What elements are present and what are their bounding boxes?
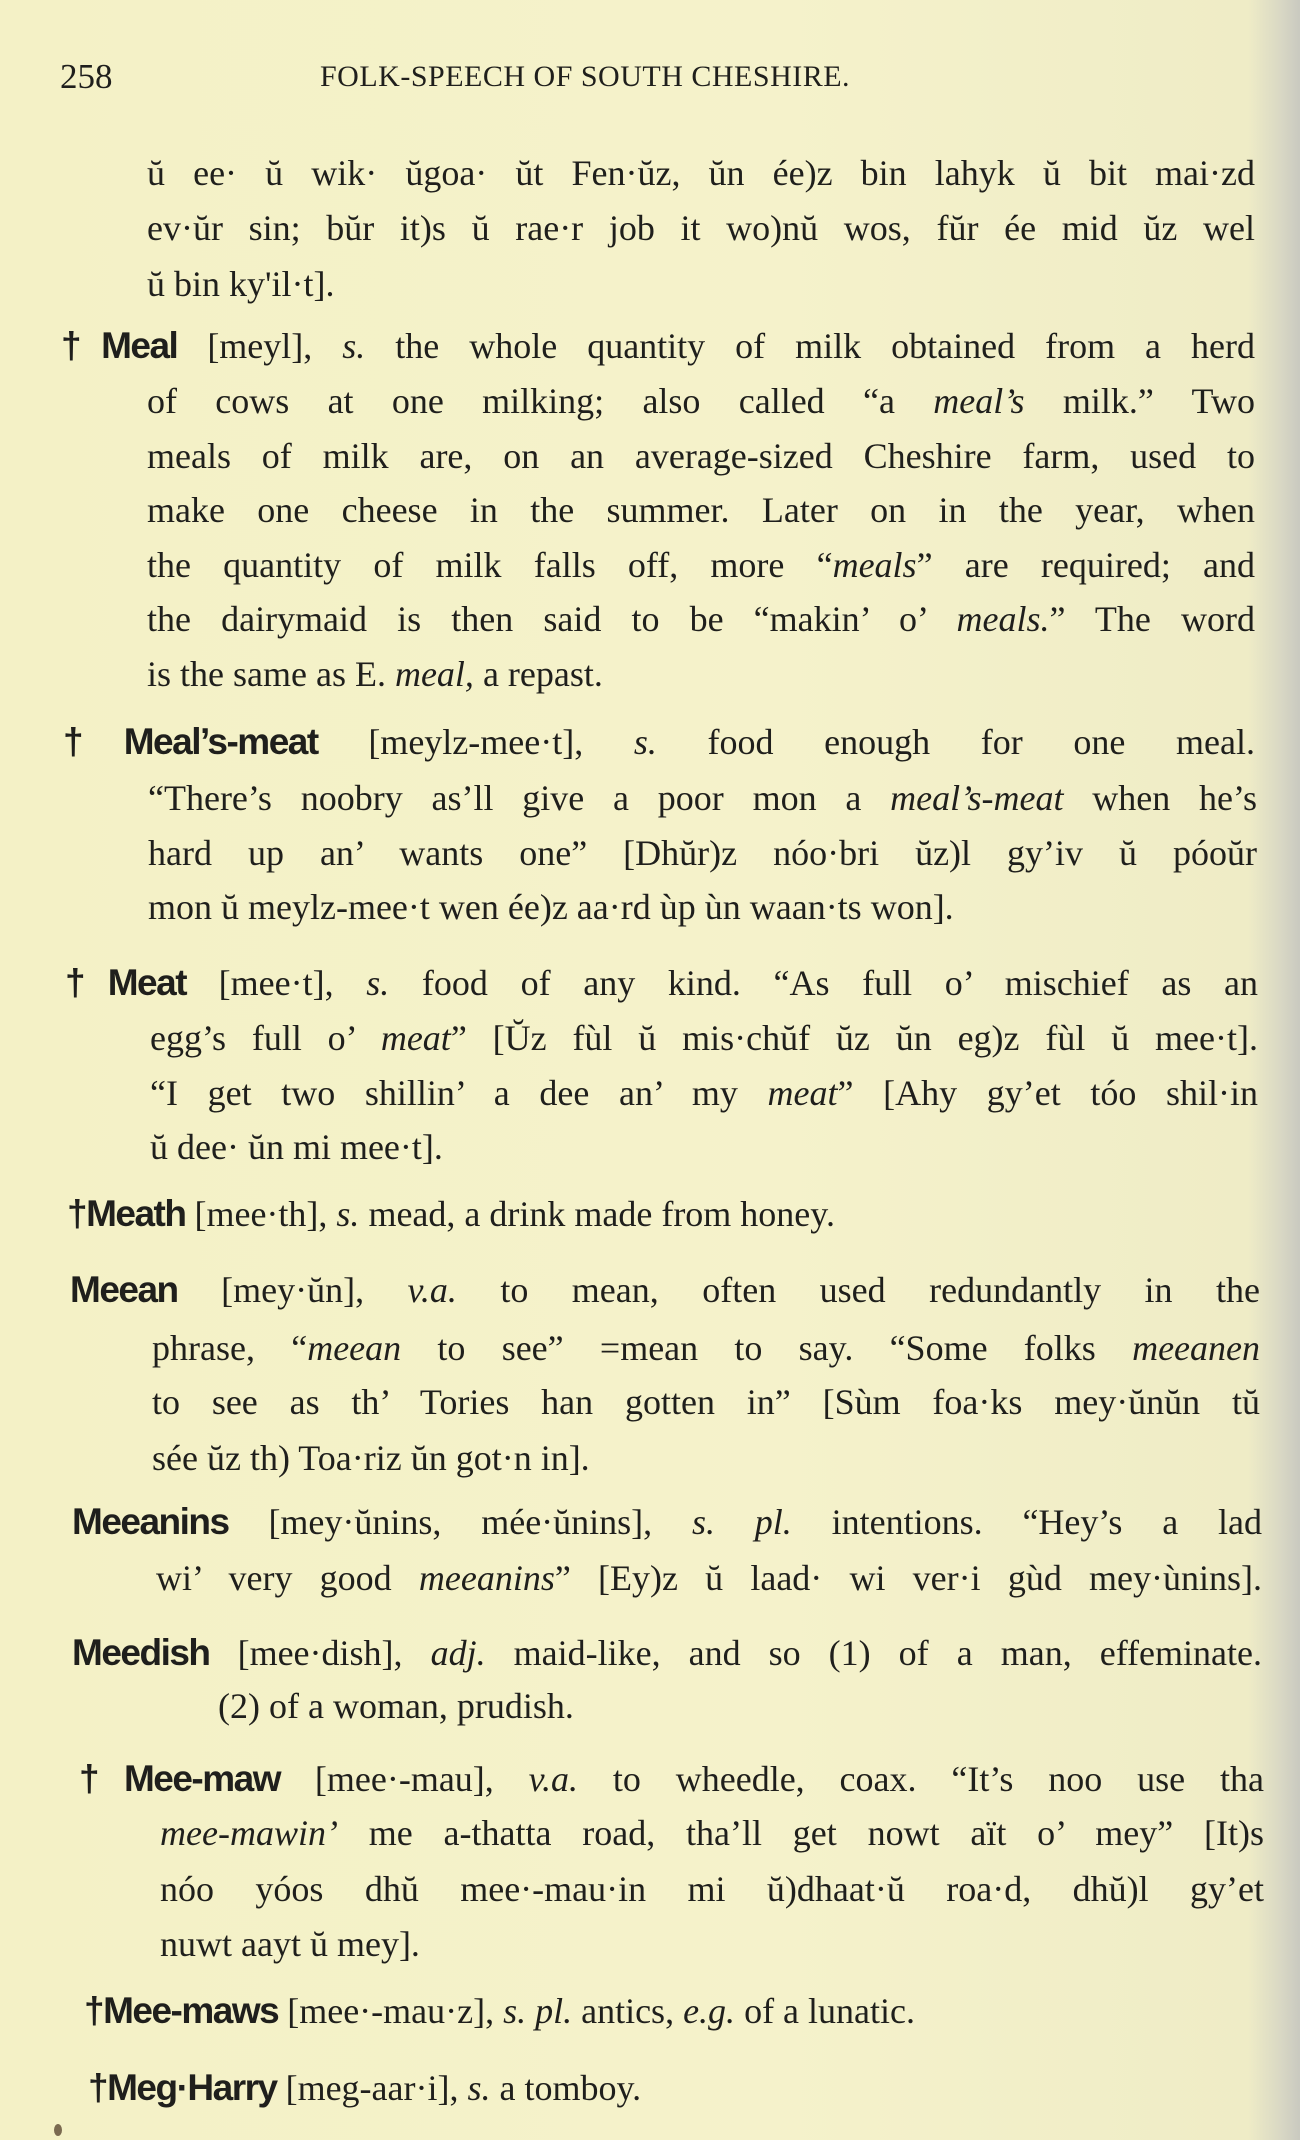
entry-headline (84, 1986, 915, 2036)
text-segment: [mey·ŭnins, mée·ŭnins], (228, 1502, 692, 1542)
italic-text: meeanins (418, 1558, 555, 1598)
text-segment: nuwt aayt ŭ mey]. (160, 1924, 420, 1964)
text-segment: egg’s full o’ (150, 1018, 381, 1058)
italic-text: v.a. (528, 1759, 578, 1799)
text-segment: maid-like, and so (1) of a man, effeminate. (485, 1633, 1262, 1673)
text-line (218, 1681, 574, 1731)
text-segment: is the same as E. (147, 654, 395, 694)
headword: †Meal (61, 325, 178, 366)
text-line (147, 540, 1255, 590)
text-segment: of cows at one milking; also called “a (147, 381, 934, 421)
text-segment: phrase, “ (152, 1328, 308, 1368)
text-segment: mead, a drink made from honey. (359, 1194, 835, 1234)
italic-text: s. (342, 326, 366, 366)
headword: Meean (70, 1269, 178, 1310)
italic-text: meals. (956, 599, 1050, 639)
text-segment: to wheedle, coax. “It’s noo use tha (577, 1759, 1264, 1799)
text-segment: of a lunatic. (735, 1991, 915, 2031)
italic-text: v.a. (407, 1270, 457, 1310)
text-segment: [meyl], (177, 326, 343, 366)
text-line (156, 1553, 1262, 1603)
text-line (150, 1068, 1258, 1118)
italic-text: meat (380, 1018, 451, 1058)
text-segment: when he’s (1063, 778, 1257, 818)
text-segment: “I get two shillin’ a dee an’ my (150, 1073, 768, 1113)
text-segment: to see as th’ Tories han gotten in” [Sùm foa·ks mey·ŭnŭn tŭ (152, 1382, 1260, 1422)
entry-headline (70, 1265, 1260, 1315)
italic-text: s. (467, 2068, 491, 2108)
text-segment: (2) of a woman, prudish. (218, 1686, 574, 1726)
italic-text: mee-mawin’ (160, 1813, 338, 1853)
entry-headline (67, 1189, 835, 1239)
text-segment: “There’s noobry as’ll give a poor mon a (148, 778, 891, 818)
text-segment: ŭ bin ky'il·t]. (147, 264, 335, 304)
entry-headline (79, 1754, 1264, 1804)
text-line (150, 1013, 1258, 1063)
text-line (147, 259, 334, 309)
entry-headline (88, 2063, 641, 2113)
italic-text: s. (336, 1194, 360, 1234)
text-segment: [mee·-mau], (280, 1759, 529, 1799)
text-segment: a repast. (473, 654, 603, 694)
text-segment: intentions. “Hey’s a lad (791, 1502, 1262, 1542)
text-segment: the whole quantity of milk obtained from a herd (365, 326, 1255, 366)
text-segment: milk.” Two (1024, 381, 1255, 421)
italic-text: meal’s (933, 381, 1025, 421)
headword: †Meal’s-meat (63, 721, 318, 762)
text-line (147, 376, 1255, 426)
text-segment: [mey·ŭn], (177, 1270, 408, 1310)
text-segment: the dairymaid is then said to be “makin’ o’ (147, 599, 957, 639)
text-segment: to see” =mean to say. “Some folks (401, 1328, 1133, 1368)
headword: †Mee-maws (84, 1990, 279, 2031)
entry-headline (65, 958, 1258, 1008)
text-line (148, 773, 1257, 823)
text-segment: ” [Ahy gy’et tóo shil·in (837, 1073, 1258, 1113)
text-segment: [mee·th], (185, 1194, 337, 1234)
text-segment: ŭ ee· ŭ wik· ŭgoa· ŭt Fen·ŭz, ŭn ée)z bin lahyk ŭ bit mai·zd (147, 153, 1255, 193)
text-line (147, 485, 1255, 535)
text-segment: [mee·t], (186, 963, 367, 1003)
page-number: 258 (60, 57, 113, 96)
text-segment: [meylz-mee·t], (317, 722, 634, 762)
entry-headline (61, 321, 1255, 371)
text-line (147, 649, 603, 699)
text-line (150, 1122, 443, 1172)
headword: Meedish (72, 1632, 210, 1673)
text-segment: [mee·-mau·z], (278, 1991, 504, 2031)
text-segment: [mee·dish], (209, 1633, 431, 1673)
text-line (147, 203, 1255, 253)
text-segment: ” are required; and (916, 545, 1255, 585)
text-line (152, 1377, 1260, 1427)
text-line (148, 882, 954, 932)
text-segment: ” The word (1049, 599, 1255, 639)
text-line (147, 431, 1255, 481)
ink-spot (54, 2124, 62, 2136)
text-segment: wi’ very good (156, 1558, 419, 1598)
entry-headline (63, 717, 1255, 767)
text-segment: meals of milk are, on an average-sized Cheshire farm, used to (147, 436, 1255, 476)
text-line (160, 1864, 1264, 1914)
text-line (160, 1808, 1264, 1858)
text-segment: make one cheese in the summer. Later on in the year, when (147, 490, 1255, 530)
headword: †Meath (67, 1193, 186, 1234)
text-segment: ev·ŭr sin; bŭr it)s ŭ rae·r job it wo)nŭ wos, fŭr ée mid ŭz wel (147, 208, 1255, 248)
italic-text: e.g. (683, 1991, 736, 2031)
text-segment: food enough for one meal. (656, 722, 1255, 762)
italic-text: meean (307, 1328, 402, 1368)
text-segment: antics, (572, 1991, 684, 2031)
text-line (152, 1433, 590, 1483)
italic-text: adj. (430, 1633, 486, 1673)
text-line (152, 1323, 1260, 1373)
italic-text: s. (633, 722, 657, 762)
headword: †Mee-maw (79, 1758, 281, 1799)
text-segment: nóo yóos dhŭ mee·-mau·in mi ŭ)dhaat·ŭ roa·d, dhŭ)l gy’et (160, 1869, 1264, 1909)
text-line (147, 148, 1255, 198)
italic-text: s. pl. (691, 1502, 792, 1542)
text-segment: to mean, often used redundantly in the (456, 1270, 1260, 1310)
entry-headline (72, 1497, 1262, 1547)
text-segment: ŭ dee· ŭn mi mee·t]. (150, 1127, 443, 1167)
text-segment: me a-thatta road, tha’ll get nowt aït o’ mey” [It)s (337, 1813, 1264, 1853)
italic-text: meeanen (1132, 1328, 1260, 1368)
italic-text: meat (767, 1073, 838, 1113)
entry-headline (72, 1628, 1262, 1678)
text-segment: sée ŭz th) Toa·riz ŭn got·n in]. (152, 1438, 590, 1478)
text-line (148, 828, 1257, 878)
text-line (160, 1919, 420, 1969)
text-segment: food of any kind. “As full o’ mischief as an (389, 963, 1258, 1003)
text-segment: [meg-aar·i], (276, 2068, 468, 2108)
text-segment: ” [Ŭz fùl ŭ mis·chŭf ŭz ŭn eg)z fùl ŭ mee·t]. (450, 1018, 1258, 1058)
italic-text: s. (366, 963, 390, 1003)
italic-text: meal, (394, 654, 474, 694)
text-segment: mon ŭ meylz-mee·t wen ée)z aa·rd ùp ùn waan·ts won]. (148, 887, 954, 927)
headword: †Meat (65, 962, 187, 1003)
text-segment: hard up an’ wants one” [Dhŭr)z nóo·bri ŭz)l gy’iv ŭ póoŭr (148, 833, 1257, 873)
text-segment: ” [Ey)z ŭ laad· wi ver·i gùd mey·ùnins]. (554, 1558, 1262, 1598)
italic-text: meal’s-meat (890, 778, 1064, 818)
text-segment: the quantity of milk falls off, more “ (147, 545, 833, 585)
text-line (147, 594, 1255, 644)
italic-text: meals (832, 545, 917, 585)
italic-text: s. pl. (503, 1991, 573, 2031)
headword: Meeanins (72, 1501, 229, 1542)
text-segment: a tomboy. (490, 2068, 642, 2108)
headword: †Meg·Harry (88, 2067, 277, 2108)
running-title: FOLK-SPEECH OF SOUTH CHESHIRE. (320, 60, 851, 93)
